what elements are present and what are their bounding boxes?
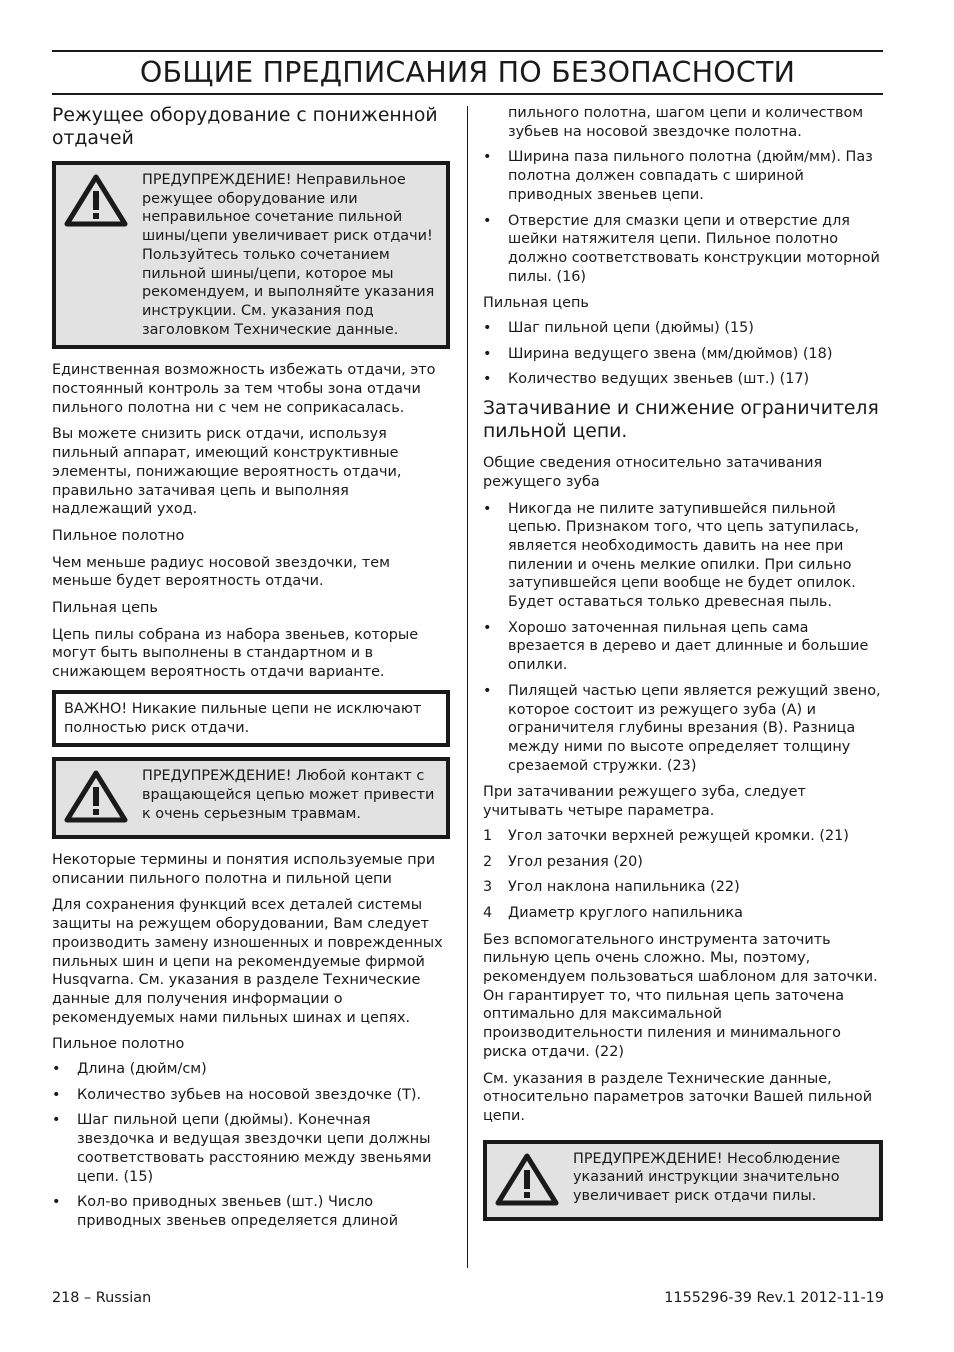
warning-triangle-icon (64, 767, 136, 829)
paragraph: Некоторые термины и понятия используемые при описании пильного полотна и пильной цепи (52, 851, 436, 887)
column-divider (467, 106, 468, 1268)
paragraph: Цепь пилы собрана из набора звеньев, которые могут быть выполнены в стандартном и в снижающем вероятность отдачи варианте. (52, 626, 419, 681)
paragraph: При затачивании режущего зуба, следует учитывать четыре параметра. (483, 784, 806, 820)
paragraph: Для сохранения функций всех деталей системы защиты на режущем оборудовании, Вам следует производить замену изношенных и поврежденных пильных шин и цепи на рекомендуемые фирмой Husqvarna. См. указания в разделе Технические данные для получения информации о рекомендуемых нами пильных шинах и цепях. (52, 897, 443, 1026)
subheading: Пильная цепь (483, 295, 589, 312)
paragraph: Без вспомогательного инструмента заточить пильную цепь очень сложно. Мы, поэтому, рекомендуем пользоваться шаблоном для заточки. Он гарантирует то, что пильная цепь заточена оптимально для максимальной производительности пиления и минимального риска отдачи. (22) (483, 931, 878, 1060)
list-item (483, 904, 883, 923)
right-column (483, 104, 883, 1233)
list-number: 2 (483, 853, 493, 870)
continued-text: пильного полотна, шагом цепи и количеством зубьев на носовой звездочке полотна. (508, 105, 864, 140)
warning-box-instructions (483, 1140, 883, 1222)
paragraph: Единственная возможность избежать отдачи, это постоянный контроль за тем чтобы зона отдачи пильного полотна ни с чем не соприкасалась. (52, 362, 436, 416)
warning-text: ПРЕДУПРЕЖДЕНИЕ! Неправильное режущее оборудование или неправильное сочетание пильной шины/цепи увеличивает риск отдачи! Пользуйтесь только сочетанием пильной шины/цепи, которое мы рекомендуем, и выполняйте указания инструкции. См. указания под заголовком Технические данные. (142, 172, 435, 338)
warning-box-contact (52, 757, 450, 839)
document-id: 1155296-39 Rev.1 2012-11-19 (664, 1290, 884, 1306)
list-item: • Шаг пильной цепи (дюймы). Конечная звездочка и ведущая звездочки цепи должны соответствовать расстоянию между звеньями цепи. (15) (52, 1111, 450, 1186)
important-note-box: ВАЖНО! Никакие пильные цепи не исключают полностью риск отдачи. (52, 690, 450, 747)
list-item: • Кол-во приводных звеньев (шт.) Число приводных звеньев определяется длиной (52, 1193, 450, 1230)
list-number: 1 (483, 827, 493, 844)
list-item: • Пилящей частью цепи является режущий звено, которое состоит из режущего зуба (A) и ограничителя глубины врезания (B). Разница между ними по высоте определяет толщину срезаемой стружки. (23) (483, 682, 883, 776)
page-number: 218 – Russian (52, 1290, 152, 1306)
header-rule-top (52, 50, 883, 52)
bar-terms-list (52, 1060, 450, 1231)
list-number: 3 (483, 879, 493, 896)
header-rule-bottom (52, 93, 883, 95)
subheading: Пильное полотно (52, 1036, 185, 1053)
list-item: • Хорошо заточенная пильная цепь сама врезается в дерево и дает длинные и большие опилки. (483, 619, 883, 675)
list-item (483, 853, 883, 872)
list-item: • Шаг пильной цепи (дюймы) (15) (483, 319, 883, 338)
list-text: Угол резания (20) (508, 853, 643, 870)
list-item: • Длина (дюйм/см) (52, 1060, 450, 1079)
paragraph: Вы можете снизить риск отдачи, используя пильный аппарат, имеющий конструктивные элементы, понижающие вероятность отдачи, правильно затачивая цепь и выполняя надлежащий уход. (52, 426, 402, 518)
list-text: Угол наклона напильника (22) (508, 879, 740, 896)
list-item: • Никогда не пилите затупившейся пильной цепью. Признаком того, что цепь затупилась, является необходимость давить на нее при пилении и очень мелкие опилки. При сильно затупившейся цепи вообще не будет опилок. Будет оставаться только древесная пыль. (483, 500, 883, 612)
warning-text: ПРЕДУПРЕЖДЕНИЕ! Любой контакт с вращающейся цепью может привести к очень серьезным травмам. (142, 768, 435, 822)
list-item: • Количество зубьев на носовой звездочке (T). (52, 1086, 450, 1105)
warning-triangle-icon (495, 1150, 567, 1212)
warning-box-equipment (52, 161, 450, 349)
paragraph: Общие сведения относительно затачивания режущего зуба (483, 455, 823, 490)
list-item: • Количество ведущих звеньев (шт.) (17) (483, 370, 883, 389)
list-item: • Ширина ведущего звена (мм/дюймов) (18) (483, 345, 883, 364)
warning-triangle-icon (64, 171, 136, 339)
list-item: • Ширина паза пильного полотна (дюйм/мм). Паз полотна должен совпадать с шириной приводных звеньев цепи. (483, 148, 883, 204)
paragraph: См. указания в разделе Технические данные, относительно параметров заточки Вашей пильной цепи. (483, 1070, 873, 1124)
section-heading-reduced-kickback: Режущее оборудование с пониженной отдачей (52, 105, 438, 149)
list-number: 4 (483, 904, 493, 921)
page-title: ОБЩИЕ ПРЕДПИСАНИЯ ПО БЕЗОПАСНОСТИ (139, 56, 796, 89)
list-item (483, 878, 883, 897)
list-text: Угол заточки верхней режущей кромки. (21) (508, 827, 849, 844)
section-heading-sharpening: Затачивание и снижение ограничителя пильной цепи. (483, 398, 879, 443)
list-item: • Отверстие для смазки цепи и отверстие для шейки натяжителя цепи. Пильное полотно должно соответствовать конструкции моторной пилы. (16) (483, 212, 883, 287)
subheading: Пильное полотно (52, 527, 185, 544)
subheading: Пильная цепь (52, 600, 158, 617)
left-column (52, 104, 450, 1239)
warning-text: ПРЕДУПРЕЖДЕНИЕ! Несоблюдение указаний инструкции значительно увеличивает риск отдачи пилы. (573, 1150, 841, 1205)
list-item (483, 827, 883, 846)
parameters-list (483, 827, 883, 923)
paragraph: Чем меньше радиус носовой звездочки, тем меньше будет вероятность отдачи. (52, 554, 390, 590)
sharpening-list (483, 500, 883, 776)
bar-terms-list-continued (483, 148, 883, 286)
list-text: Диаметр круглого напильника (508, 904, 744, 921)
chain-terms-list (483, 319, 883, 389)
